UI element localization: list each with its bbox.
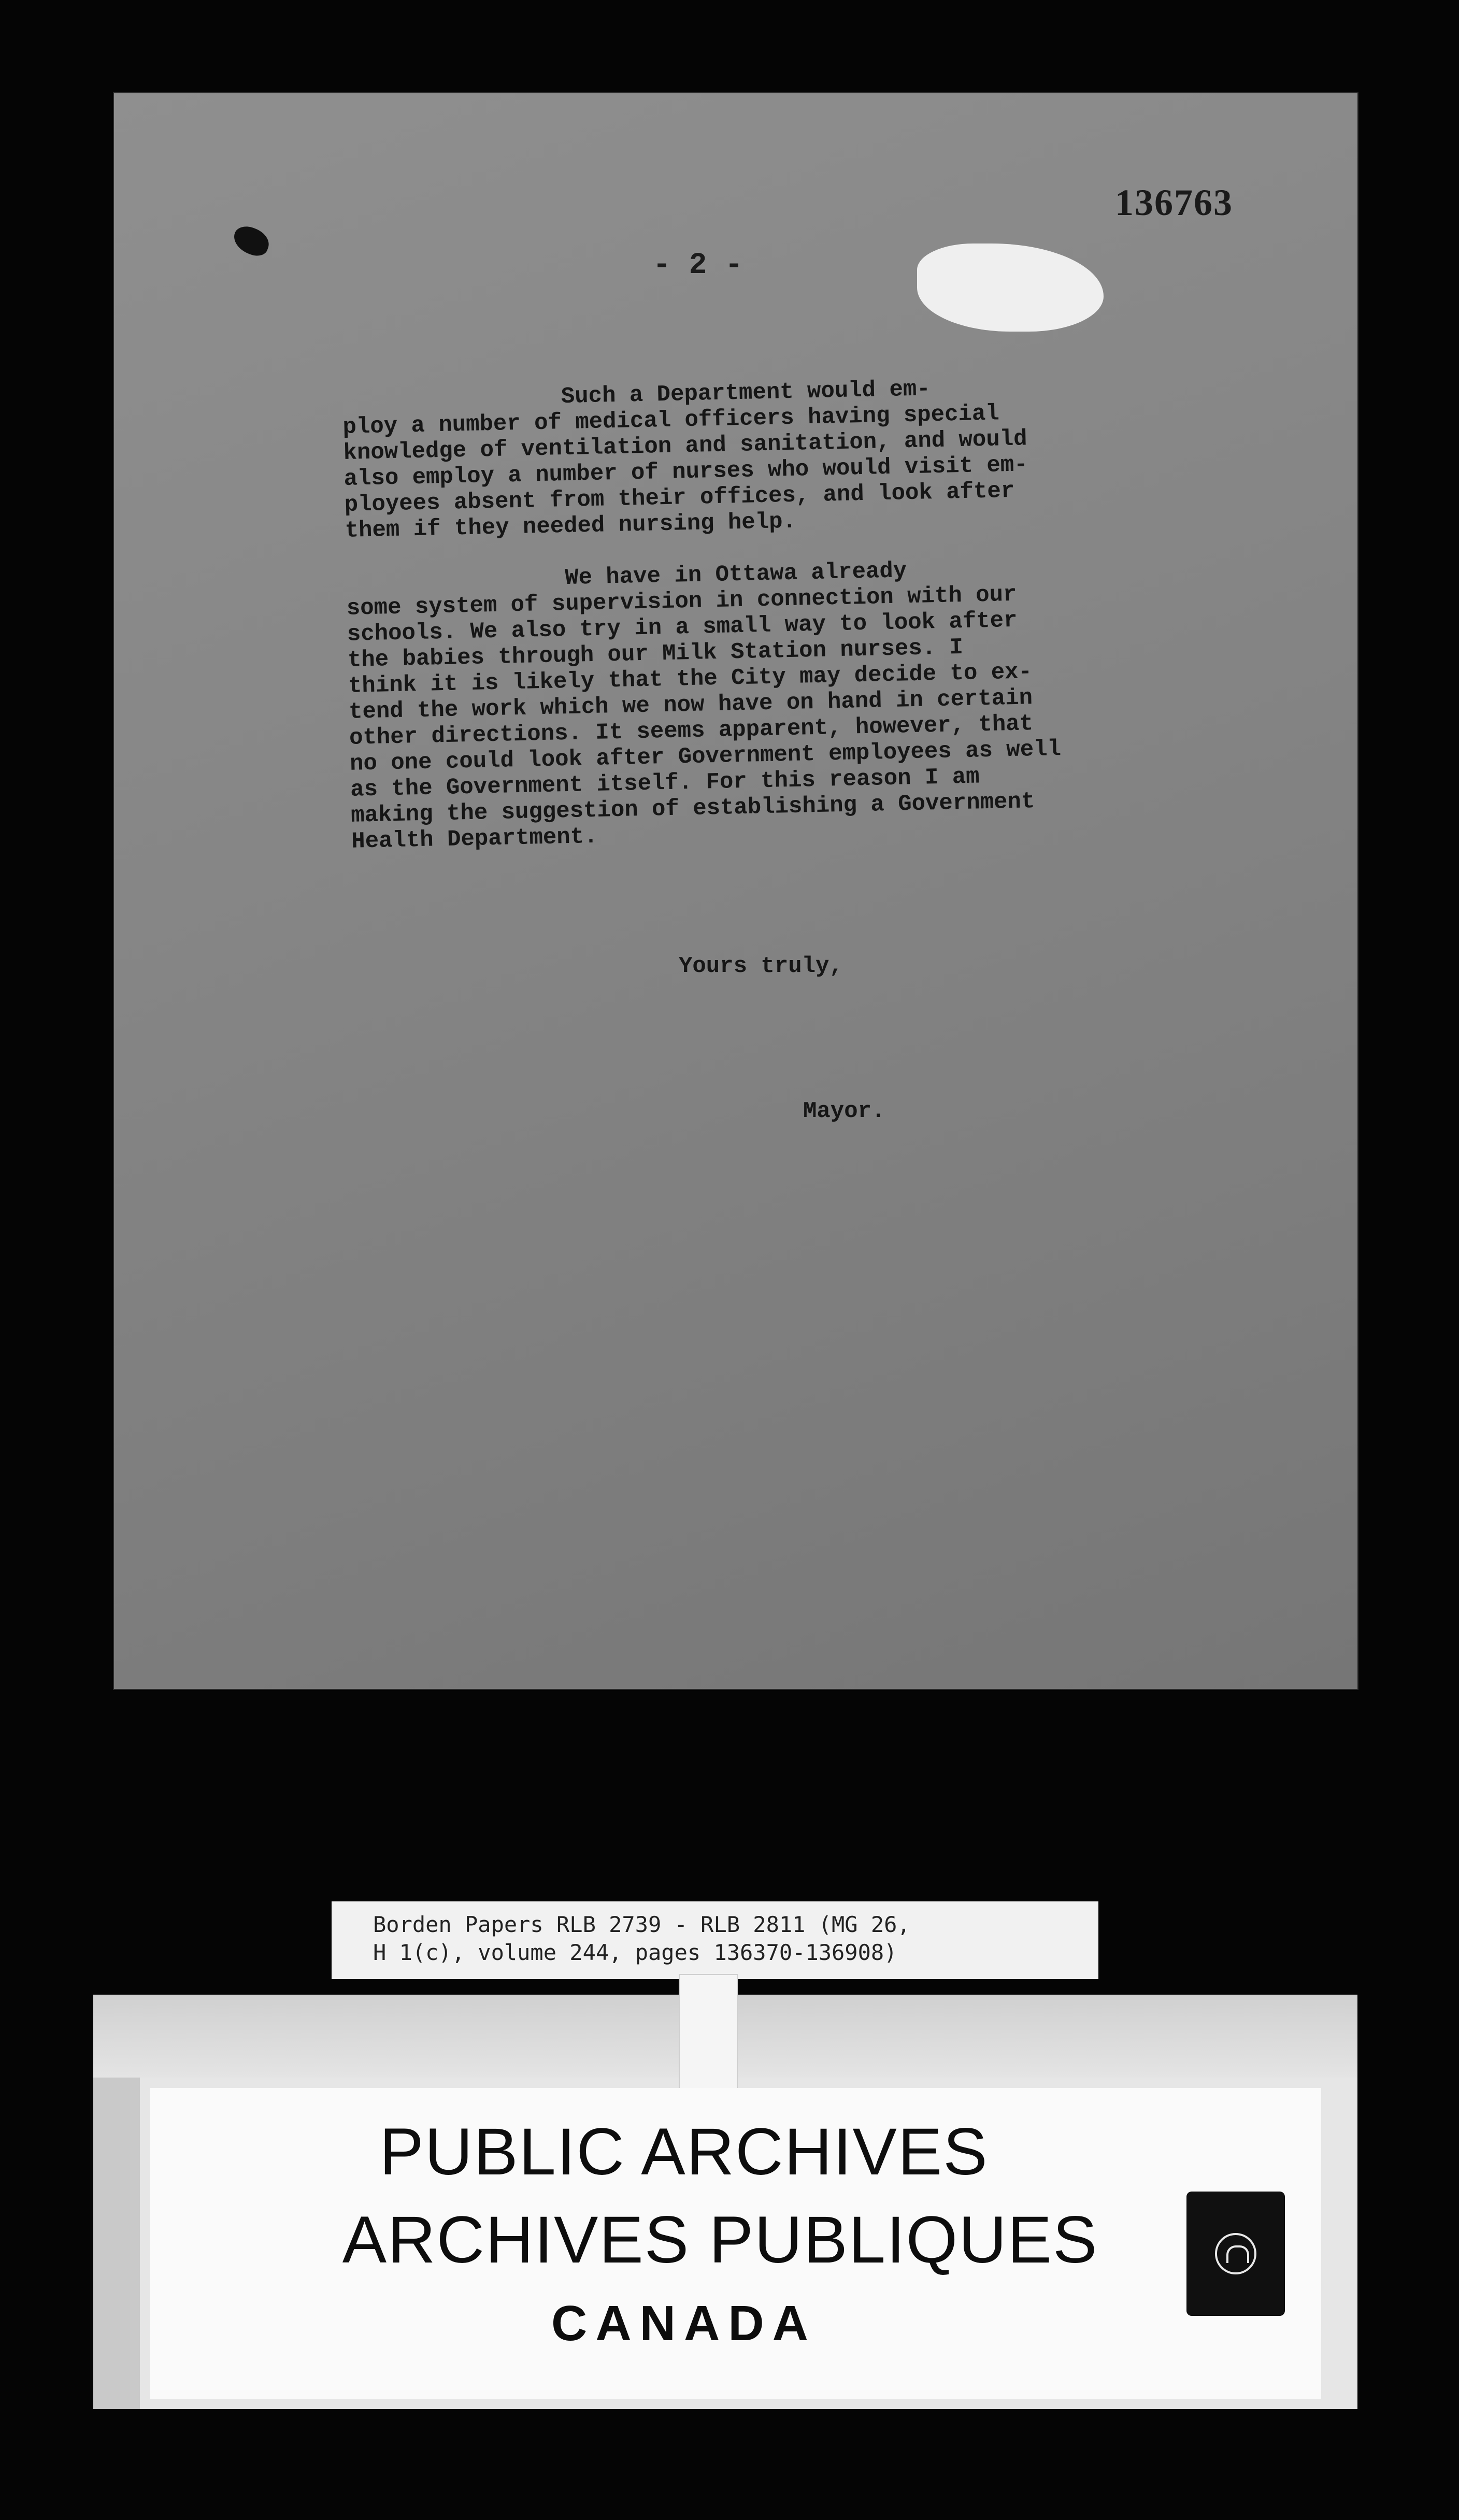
card-tape	[93, 2078, 140, 2409]
paper-tear	[917, 244, 1104, 332]
archives-country: CANADA	[551, 2296, 817, 2351]
reference-line: Borden Papers RLB 2739 - RLB 2811 (MG 26,	[373, 1912, 910, 1937]
archive-page-number: 136763	[1115, 182, 1233, 223]
letter-page	[114, 93, 1357, 1689]
archives-title-french: ARCHIVES PUBLIQUES	[342, 2203, 1098, 2277]
card-clip	[679, 1974, 738, 2095]
archives-label	[150, 2088, 1321, 2399]
seal-icon	[1215, 2233, 1256, 2274]
archives-title-english: PUBLIC ARCHIVES	[379, 2115, 989, 2189]
letter-body	[342, 369, 1275, 881]
reference-line: H 1(c), volume 244, pages 136370-136908)	[373, 1940, 897, 1965]
archives-seal	[1186, 2192, 1285, 2316]
letter-paragraph: We have in Ottawa already some system of supervision in connection with our schools. We also try in a small way to look after the babies through our Milk Station nurses. I think it is likely that the City may decide to ex- tend the work which we now have on hand in certain other directions. It seems apparent, however, that no one could look after Government employees as well as the Government itself. For this reason I am making the suggestion of establishing a Government Health Department.	[346, 558, 1062, 855]
ink-smudge	[230, 223, 273, 260]
letter-paragraph: Such a Department would em- ploy a number of medical officers having special knowledge of ventilation and sanitation, and would also employ a number of nurses who would visit em- ployees absent from their offices, and look after them if they needed nursing help.	[342, 376, 1028, 544]
reference-slip	[332, 1901, 1098, 1979]
page-marker: - 2 -	[653, 249, 743, 282]
signature-title: Mayor.	[803, 1098, 885, 1124]
archives-card	[93, 1995, 1357, 2409]
letter-closing: Yours truly,	[679, 953, 843, 979]
